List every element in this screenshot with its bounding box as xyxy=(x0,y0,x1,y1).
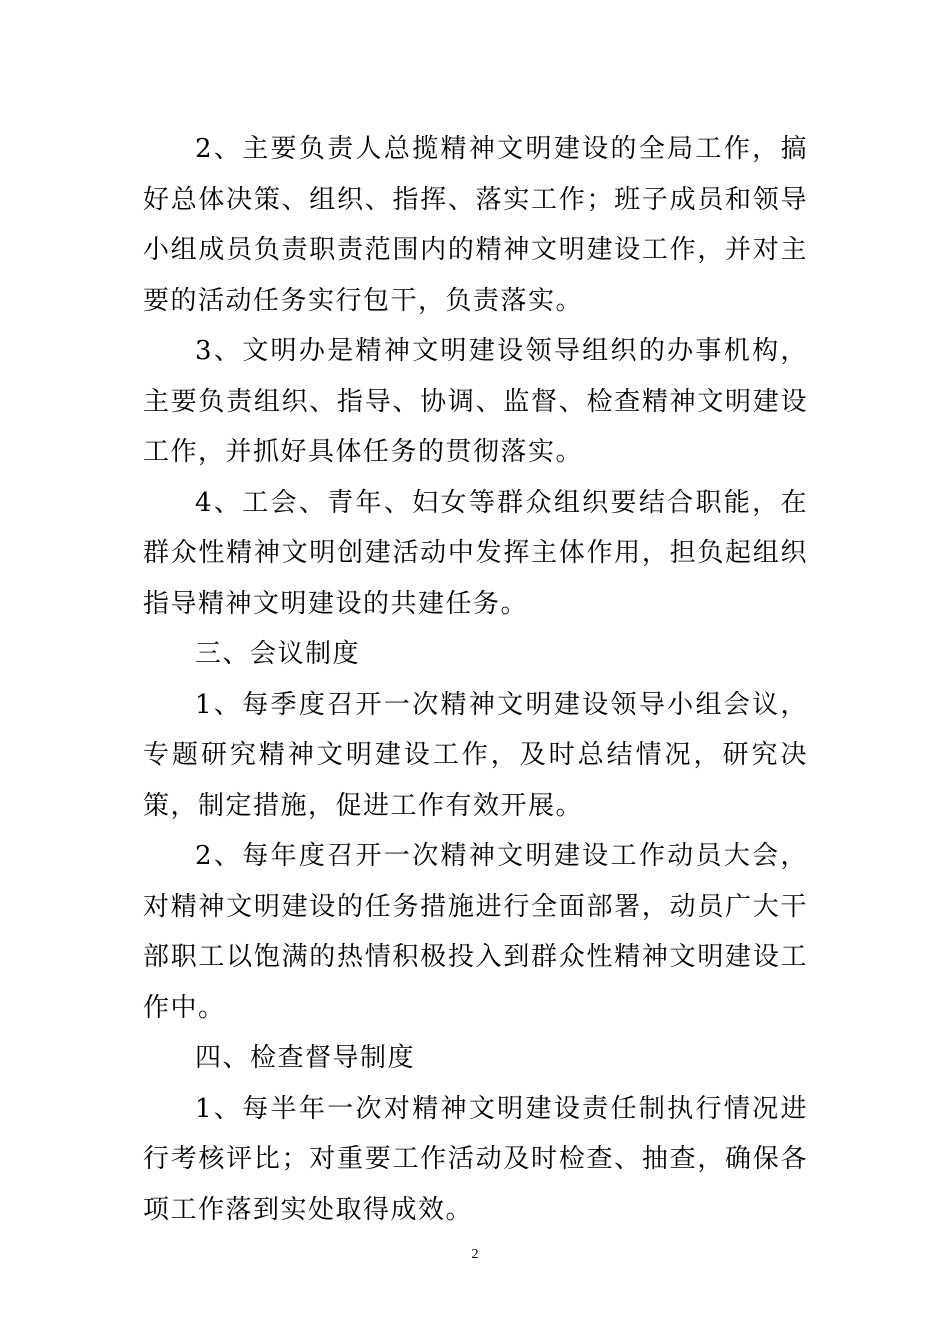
page-number: 2 xyxy=(471,1247,479,1262)
document-body xyxy=(143,124,808,1235)
section-heading-meeting-system: 三、会议制度 xyxy=(195,639,361,669)
paragraph-responsibility-4: 4、工会、青年、妇女等群众组织要结合职能，在群众性精神文明创建活动中发挥主体作用，担负起组织指导精神文明建设的共建任务。 xyxy=(143,487,808,619)
section-heading-inspection-system: 四、检查督导制度 xyxy=(195,1043,416,1073)
paragraph-responsibility-3: 3、文明办是精神文明建设领导组织的办事机构，主要负责组织、指导、协调、监督、检查精神文明建设工作，并抓好具体任务的贯彻落实。 xyxy=(143,336,808,467)
paragraph-meeting-2: 2、每年度召开一次精神文明建设工作动员大会，对精神文明建设的任务措施进行全面部署，动员广大干部职工以饱满的热情积极投入到群众性精神文明建设工作中。 xyxy=(143,841,808,1023)
paragraph-responsibility-2: 2、主要负责人总揽精神文明建设的全局工作，搞好总体决策、组织、指挥、落实工作；班子成员和领导小组成员负责职责范围内的精神文明建设工作，并对主要的活动任务实行包干，负责落实。 xyxy=(143,134,808,316)
paragraph-meeting-1: 1、每季度召开一次精神文明建设领导小组会议，专题研究精神文明建设工作，及时总结情况，研究决策，制定措施，促进工作有效开展。 xyxy=(143,689,808,821)
paragraph-inspection-1: 1、每半年一次对精神文明建设责任制执行情况进行考核评比；对重要工作活动及时检查、抽查，确保各项工作落到实处取得成效。 xyxy=(143,1093,808,1225)
